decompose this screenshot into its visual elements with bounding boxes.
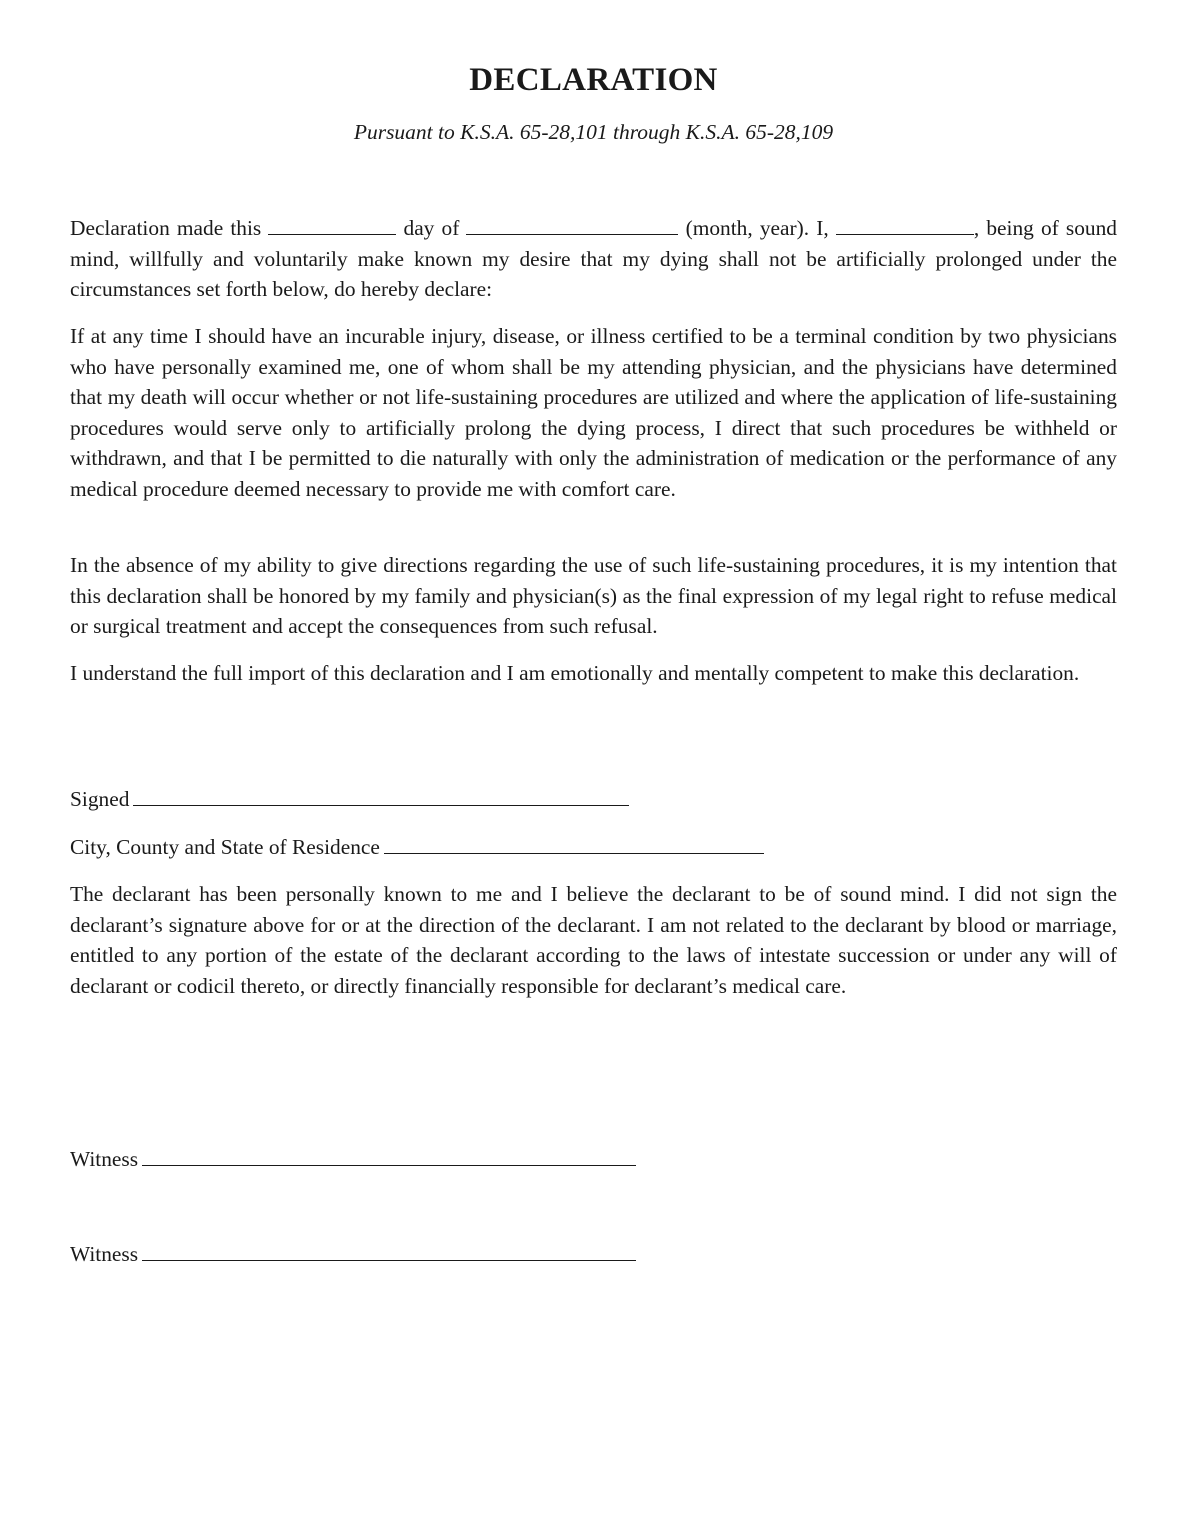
declaration-text-day-of: day of [396,216,467,240]
declarant-name-blank[interactable] [836,233,974,235]
document-title: DECLARATION [469,62,718,98]
residence-label: City, County and State of Residence [70,835,380,859]
competence-paragraph: I understand the full import of this declaration and I am emotionally and mentally competent to make this declaration. [70,661,1080,685]
document-subtitle: Pursuant to K.S.A. 65-28,101 through K.S.A. 65-28,109 [353,120,834,144]
declaration-text-month-year: (month, year). I, [678,216,836,240]
declaration-paragraph [70,213,1117,305]
residence-line [70,832,764,862]
signed-label: Signed [70,787,130,811]
witness-signature-field-2[interactable] [142,1259,636,1261]
residence-field[interactable] [384,852,764,854]
witness-line-1 [70,1144,636,1174]
witness-label-2: Witness [70,1242,139,1266]
witness-statement-paragraph: The declarant has been personally known to me and I believe the declarant to be of sound mind. I did not sign the declarant’s signature above for or at the direction of the declarant. I am not related to the declarant by blood or marriage, entitled to any portion of the estate of the declarant according to the laws of intestate succession or under any will of declarant or codicil thereto, or directly financially responsible for declarant’s medical care. [70,882,1117,998]
witness-label-1: Witness [70,1147,139,1171]
signature-field[interactable] [133,804,629,806]
day-blank[interactable] [268,233,396,235]
intention-paragraph: In the absence of my ability to give directions regarding the use of such life-sustaining procedures, it is my intention that this declaration shall be honored by my family and physician(s) as the final expression of my legal right to refuse medical or surgical treatment and accept the consequences from such refusal. [70,553,1117,638]
declaration-text-rest: , being of sound mind, willfully and voluntarily make known my desire that my dying shall not be artificially prolonged under the circumstances set forth below, do hereby declare: [70,216,1118,301]
month-year-blank[interactable] [466,233,678,235]
declaration-text-start: Declaration made this [70,216,269,240]
signed-line [70,784,629,814]
witness-signature-field-1[interactable] [142,1164,636,1166]
witness-line-2 [70,1239,636,1269]
terminal-condition-paragraph: If at any time I should have an incurable injury, disease, or illness certified to be a terminal condition by two physicians who have personally examined me, one of whom shall be my attending physician, and the physicians have determined that my death will occur whether or not life-sustaining procedures are utilized and where the application of life-sustaining procedures would serve only to artificially prolong the dying process, I direct that such procedures be withheld or withdrawn, and that I be permitted to die naturally with only the administration of medication or the performance of any medical procedure deemed necessary to provide me with comfort care. [70,324,1117,501]
